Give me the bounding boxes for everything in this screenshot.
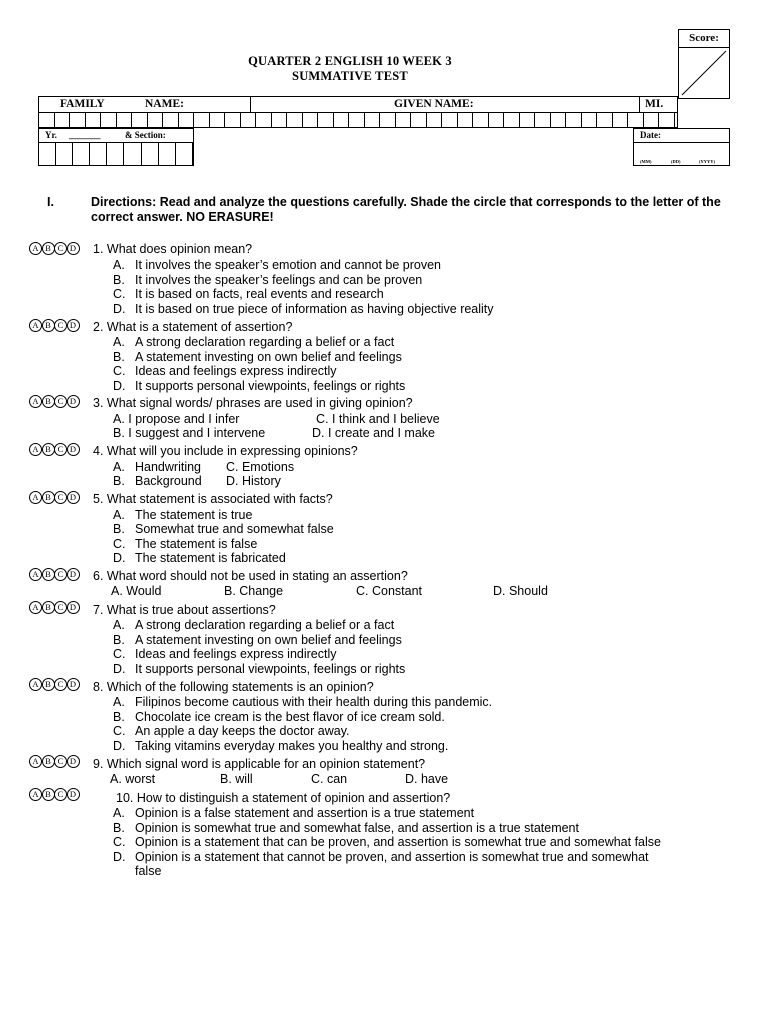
bubble-d[interactable]: D bbox=[67, 491, 80, 504]
option-letter: A. bbox=[113, 459, 125, 474]
bubble-b[interactable]: B bbox=[42, 491, 55, 504]
name-letter-cell[interactable] bbox=[225, 113, 241, 128]
bubble-d[interactable]: D bbox=[67, 395, 80, 408]
date-header bbox=[634, 129, 729, 143]
bubble-b[interactable]: B bbox=[42, 788, 55, 801]
bubble-b[interactable]: B bbox=[42, 601, 55, 614]
option-letter: A. bbox=[113, 806, 125, 820]
name-letter-cell[interactable] bbox=[272, 113, 288, 128]
test-title: QUARTER 2 ENGLISH 10 WEEK 3 bbox=[248, 54, 452, 68]
bubble-b[interactable]: B bbox=[42, 755, 55, 768]
bubble-b[interactable]: B bbox=[42, 319, 55, 332]
option-text: Opinion is a statement that can be proven, and assertion is somewhat true and somewhat false bbox=[135, 835, 661, 849]
bubble-a[interactable]: A bbox=[29, 568, 42, 581]
name-letter-cell[interactable] bbox=[613, 113, 629, 128]
bubble-c[interactable]: C bbox=[54, 755, 67, 768]
section-label: & Section: bbox=[125, 130, 166, 140]
option-letter: B. bbox=[113, 632, 125, 647]
option-letter: B. bbox=[113, 522, 125, 536]
option-text: B. will bbox=[220, 771, 253, 786]
question-text: 9. Which signal word is applicable for an opinion statement? bbox=[93, 757, 426, 771]
date-label: Date: bbox=[640, 130, 661, 140]
answer-bubbles[interactable] bbox=[29, 319, 79, 332]
directions-text: Directions: Read and analyze the questions carefully. Shade the circle that corresponds to the letter of the correct answer. NO ERASURE! bbox=[91, 195, 721, 224]
bubble-a[interactable]: A bbox=[29, 491, 42, 504]
name-letter-cell[interactable] bbox=[132, 113, 148, 128]
answer-bubbles[interactable] bbox=[29, 568, 79, 581]
bubble-a[interactable]: A bbox=[29, 601, 42, 614]
name-letter-cell[interactable] bbox=[256, 113, 272, 128]
option-text: C. can bbox=[311, 771, 348, 786]
name-letter-cells[interactable] bbox=[39, 113, 675, 128]
option-letter: A. bbox=[113, 695, 125, 709]
yr-section-cell[interactable] bbox=[124, 143, 141, 165]
option-letter: C. bbox=[113, 536, 126, 551]
bubble-d[interactable]: D bbox=[67, 443, 80, 456]
name-letter-cell[interactable] bbox=[396, 113, 412, 128]
name-letter-cell[interactable] bbox=[349, 113, 365, 128]
option-letter: B. bbox=[113, 272, 125, 287]
mi-label: MI. bbox=[645, 98, 664, 110]
name-letter-cell[interactable] bbox=[411, 113, 427, 128]
yr-section-header bbox=[39, 129, 193, 143]
bubble-d[interactable]: D bbox=[67, 678, 80, 691]
option-letter: D. bbox=[113, 378, 126, 393]
name-letter-cell[interactable] bbox=[163, 113, 179, 128]
name-label: NAME: bbox=[145, 98, 184, 110]
question-text: 4. What will you include in expressing opinions? bbox=[93, 444, 358, 458]
option-text: Opinion is somewhat true and somewhat false, and assertion is a true statement bbox=[135, 820, 579, 835]
option-text: D. have bbox=[405, 771, 449, 786]
option-letter: B. bbox=[113, 709, 125, 724]
option-text: Opinion is a false statement and assertion is a true statement bbox=[135, 806, 475, 820]
name-letter-cell[interactable] bbox=[39, 113, 55, 128]
option-letter: D. bbox=[113, 661, 126, 676]
name-letter-cell[interactable] bbox=[473, 113, 489, 128]
bubble-b[interactable]: B bbox=[42, 568, 55, 581]
option-letter: C. bbox=[113, 835, 126, 849]
option-text: A statement investing on own belief and feelings bbox=[135, 349, 402, 364]
name-letter-cell[interactable] bbox=[427, 113, 443, 128]
bubble-c[interactable]: C bbox=[54, 491, 67, 504]
option-letter: D. bbox=[113, 301, 126, 316]
option-text: It supports personal viewpoints, feelings or rights bbox=[135, 378, 406, 393]
option-letter: A. bbox=[113, 335, 125, 349]
question-text: 10. How to distinguish a statement of opinion and assertion? bbox=[116, 791, 451, 805]
option-text: Somewhat true and somewhat false bbox=[135, 522, 334, 536]
name-letter-cell[interactable] bbox=[101, 113, 117, 128]
option-text: D. I create and I make bbox=[312, 426, 435, 440]
answer-bubbles[interactable] bbox=[29, 242, 79, 255]
name-letter-cell[interactable] bbox=[489, 113, 505, 128]
score-label: Score: bbox=[679, 30, 729, 48]
yr-section-cell[interactable] bbox=[90, 143, 107, 165]
bubble-a[interactable]: A bbox=[29, 678, 42, 691]
yr-section-cell[interactable] bbox=[142, 143, 159, 165]
bubble-d[interactable]: D bbox=[67, 568, 80, 581]
name-letter-cell[interactable] bbox=[551, 113, 567, 128]
option-letter: D. bbox=[113, 849, 126, 864]
option-text: It involves the speaker’s emotion and cannot be proven bbox=[135, 258, 441, 272]
option-text: A. Would bbox=[111, 584, 162, 598]
option-letter: C. bbox=[113, 724, 126, 738]
bubble-a[interactable]: A bbox=[29, 755, 42, 768]
bubble-d[interactable]: D bbox=[67, 601, 80, 614]
option-letter: B. bbox=[113, 474, 125, 488]
date-mm: (MM) bbox=[640, 159, 652, 164]
bubble-d[interactable]: D bbox=[67, 788, 80, 801]
option-text: The statement is false bbox=[135, 536, 258, 551]
option-text: Opinion is a statement that cannot be proven, and assertion is somewhat true and somewhat bbox=[135, 849, 649, 864]
yr-section-cell[interactable] bbox=[39, 143, 56, 165]
yr-section-table bbox=[38, 128, 194, 166]
name-table-header bbox=[39, 97, 677, 113]
option-text: Ideas and feelings express indirectly bbox=[135, 647, 337, 661]
bubble-a[interactable]: A bbox=[29, 395, 42, 408]
option-letter: B. bbox=[113, 349, 125, 364]
bubble-a[interactable]: A bbox=[29, 242, 42, 255]
given-name-label: GIVEN NAME: bbox=[394, 98, 474, 110]
option-text: B. I suggest and I intervene bbox=[113, 426, 266, 440]
option-text: C. Emotions bbox=[226, 459, 295, 474]
name-table bbox=[38, 96, 678, 128]
answer-bubbles[interactable] bbox=[29, 788, 79, 801]
answer-bubbles[interactable] bbox=[29, 443, 79, 456]
option-text: C. Constant bbox=[356, 584, 423, 598]
name-letter-cell[interactable] bbox=[86, 113, 102, 128]
question-text: 6. What word should not be used in stating an assertion? bbox=[93, 569, 408, 583]
option-text-continued: false bbox=[135, 864, 162, 878]
bubble-c[interactable]: C bbox=[54, 443, 67, 456]
bubble-c[interactable]: C bbox=[54, 319, 67, 332]
yr-section-cells[interactable] bbox=[39, 143, 193, 165]
name-letter-cell[interactable] bbox=[241, 113, 257, 128]
question-text: 3. What signal words/ phrases are used in giving opinion? bbox=[93, 396, 413, 410]
name-letter-cell[interactable] bbox=[566, 113, 582, 128]
option-text: A. worst bbox=[110, 771, 156, 786]
option-text: D. Should bbox=[493, 584, 548, 598]
name-letter-cell[interactable] bbox=[148, 113, 164, 128]
yr-section-cell[interactable] bbox=[176, 143, 193, 165]
question-text: 8. Which of the following statements is an opinion? bbox=[93, 680, 374, 694]
divider bbox=[250, 97, 251, 112]
option-text: It involves the speaker’s feelings and can be proven bbox=[135, 272, 423, 287]
option-text: The statement is true bbox=[135, 507, 253, 522]
option-letter: B. bbox=[113, 820, 125, 835]
option-letter: A. bbox=[113, 507, 125, 522]
section-number: I. bbox=[47, 195, 54, 209]
name-letter-cell[interactable] bbox=[644, 113, 660, 128]
option-letter: C. bbox=[113, 364, 126, 378]
name-letter-cell[interactable] bbox=[458, 113, 474, 128]
name-letter-cell[interactable] bbox=[334, 113, 350, 128]
question-text: 1. What does opinion mean? bbox=[93, 242, 253, 256]
yr-label: Yr. bbox=[45, 130, 57, 140]
bubble-b[interactable]: B bbox=[42, 443, 55, 456]
name-letter-cell[interactable] bbox=[287, 113, 303, 128]
option-text: A. I propose and I infer bbox=[113, 411, 240, 426]
name-letter-cell[interactable] bbox=[597, 113, 613, 128]
yr-section-cell[interactable] bbox=[56, 143, 73, 165]
bubble-d[interactable]: D bbox=[67, 755, 80, 768]
option-text: D. History bbox=[226, 474, 281, 488]
bubble-a[interactable]: A bbox=[29, 788, 42, 801]
name-letter-cell[interactable] bbox=[582, 113, 598, 128]
bubble-b[interactable]: B bbox=[42, 242, 55, 255]
option-text: It is based on true piece of information as having objective reality bbox=[135, 301, 494, 316]
bubble-c[interactable]: C bbox=[54, 568, 67, 581]
option-text: Ideas and feelings express indirectly bbox=[135, 364, 337, 378]
name-letter-cell[interactable] bbox=[70, 113, 86, 128]
option-letter: A. bbox=[113, 618, 125, 632]
option-text: An apple a day keeps the doctor away. bbox=[135, 724, 350, 738]
date-dd: (DD) bbox=[671, 159, 681, 164]
name-letter-cell[interactable] bbox=[303, 113, 319, 128]
yr-section-cell[interactable] bbox=[159, 143, 176, 165]
yr-section-cell[interactable] bbox=[73, 143, 90, 165]
name-letter-cell[interactable] bbox=[318, 113, 334, 128]
option-text: The statement is fabricated bbox=[135, 551, 286, 565]
name-letter-cell[interactable] bbox=[365, 113, 381, 128]
option-text: Chocolate ice cream is the best flavor of ice cream sold. bbox=[135, 709, 445, 724]
bubble-c[interactable]: C bbox=[54, 788, 67, 801]
yr-section-cell[interactable] bbox=[107, 143, 124, 165]
name-letter-cell[interactable] bbox=[179, 113, 195, 128]
option-text: It is based on facts, real events and research bbox=[135, 287, 384, 301]
date-yyyy: (YYYY) bbox=[699, 159, 715, 164]
option-text: A strong declaration regarding a belief or a fact bbox=[135, 335, 395, 349]
bubble-a[interactable]: A bbox=[29, 319, 42, 332]
bubble-c[interactable]: C bbox=[54, 678, 67, 691]
option-letter: A. bbox=[113, 258, 125, 272]
date-table bbox=[633, 128, 730, 166]
question-text: 2. What is a statement of assertion? bbox=[93, 320, 293, 334]
option-letter: C. bbox=[113, 647, 126, 661]
bubble-c[interactable]: C bbox=[54, 395, 67, 408]
name-letter-cell[interactable] bbox=[442, 113, 458, 128]
answer-bubbles[interactable] bbox=[29, 491, 79, 504]
answer-bubbles[interactable] bbox=[29, 678, 79, 691]
bubble-c[interactable]: C bbox=[54, 601, 67, 614]
answer-bubbles[interactable] bbox=[29, 755, 79, 768]
question-text: 7. What is true about assertions? bbox=[93, 603, 276, 617]
option-text: Taking vitamins everyday makes you healthy and strong. bbox=[135, 738, 449, 753]
option-letter: C. bbox=[113, 287, 126, 301]
option-text: A statement investing on own belief and feelings bbox=[135, 632, 402, 647]
test-subtitle: SUMMATIVE TEST bbox=[292, 69, 408, 83]
bubble-b[interactable]: B bbox=[42, 395, 55, 408]
name-letter-cell[interactable] bbox=[535, 113, 551, 128]
answer-bubbles[interactable] bbox=[29, 601, 79, 614]
answer-bubbles[interactable] bbox=[29, 395, 79, 408]
name-letter-cell[interactable] bbox=[210, 113, 226, 128]
name-letter-cell[interactable] bbox=[520, 113, 536, 128]
bubble-a[interactable]: A bbox=[29, 443, 42, 456]
name-letter-cell[interactable] bbox=[194, 113, 210, 128]
name-letter-cell[interactable] bbox=[117, 113, 133, 128]
name-letter-cell[interactable] bbox=[628, 113, 644, 128]
option-letter: D. bbox=[113, 738, 126, 753]
name-letter-cell[interactable] bbox=[504, 113, 520, 128]
option-text: C. I think and I believe bbox=[316, 411, 440, 426]
bubble-b[interactable]: B bbox=[42, 678, 55, 691]
name-letter-cell[interactable] bbox=[380, 113, 396, 128]
option-letter: D. bbox=[113, 551, 126, 565]
family-label: FAMILY bbox=[60, 98, 105, 110]
option-text: Background bbox=[135, 474, 202, 488]
divider bbox=[639, 97, 640, 112]
question-text: 5. What statement is associated with facts? bbox=[93, 492, 333, 506]
yr-blank: _______ bbox=[69, 130, 101, 140]
option-text: It supports personal viewpoints, feelings or rights bbox=[135, 661, 406, 676]
bubble-d[interactable]: D bbox=[67, 242, 80, 255]
option-text: Handwriting bbox=[135, 459, 202, 474]
name-letter-cell[interactable] bbox=[659, 113, 675, 128]
option-text: Filipinos become cautious with their health during this pandemic. bbox=[135, 695, 493, 709]
option-text: A strong declaration regarding a belief or a fact bbox=[135, 618, 395, 632]
bubble-c[interactable]: C bbox=[54, 242, 67, 255]
option-text: B. Change bbox=[224, 584, 284, 598]
bubble-d[interactable]: D bbox=[67, 319, 80, 332]
name-letter-cell[interactable] bbox=[55, 113, 71, 128]
